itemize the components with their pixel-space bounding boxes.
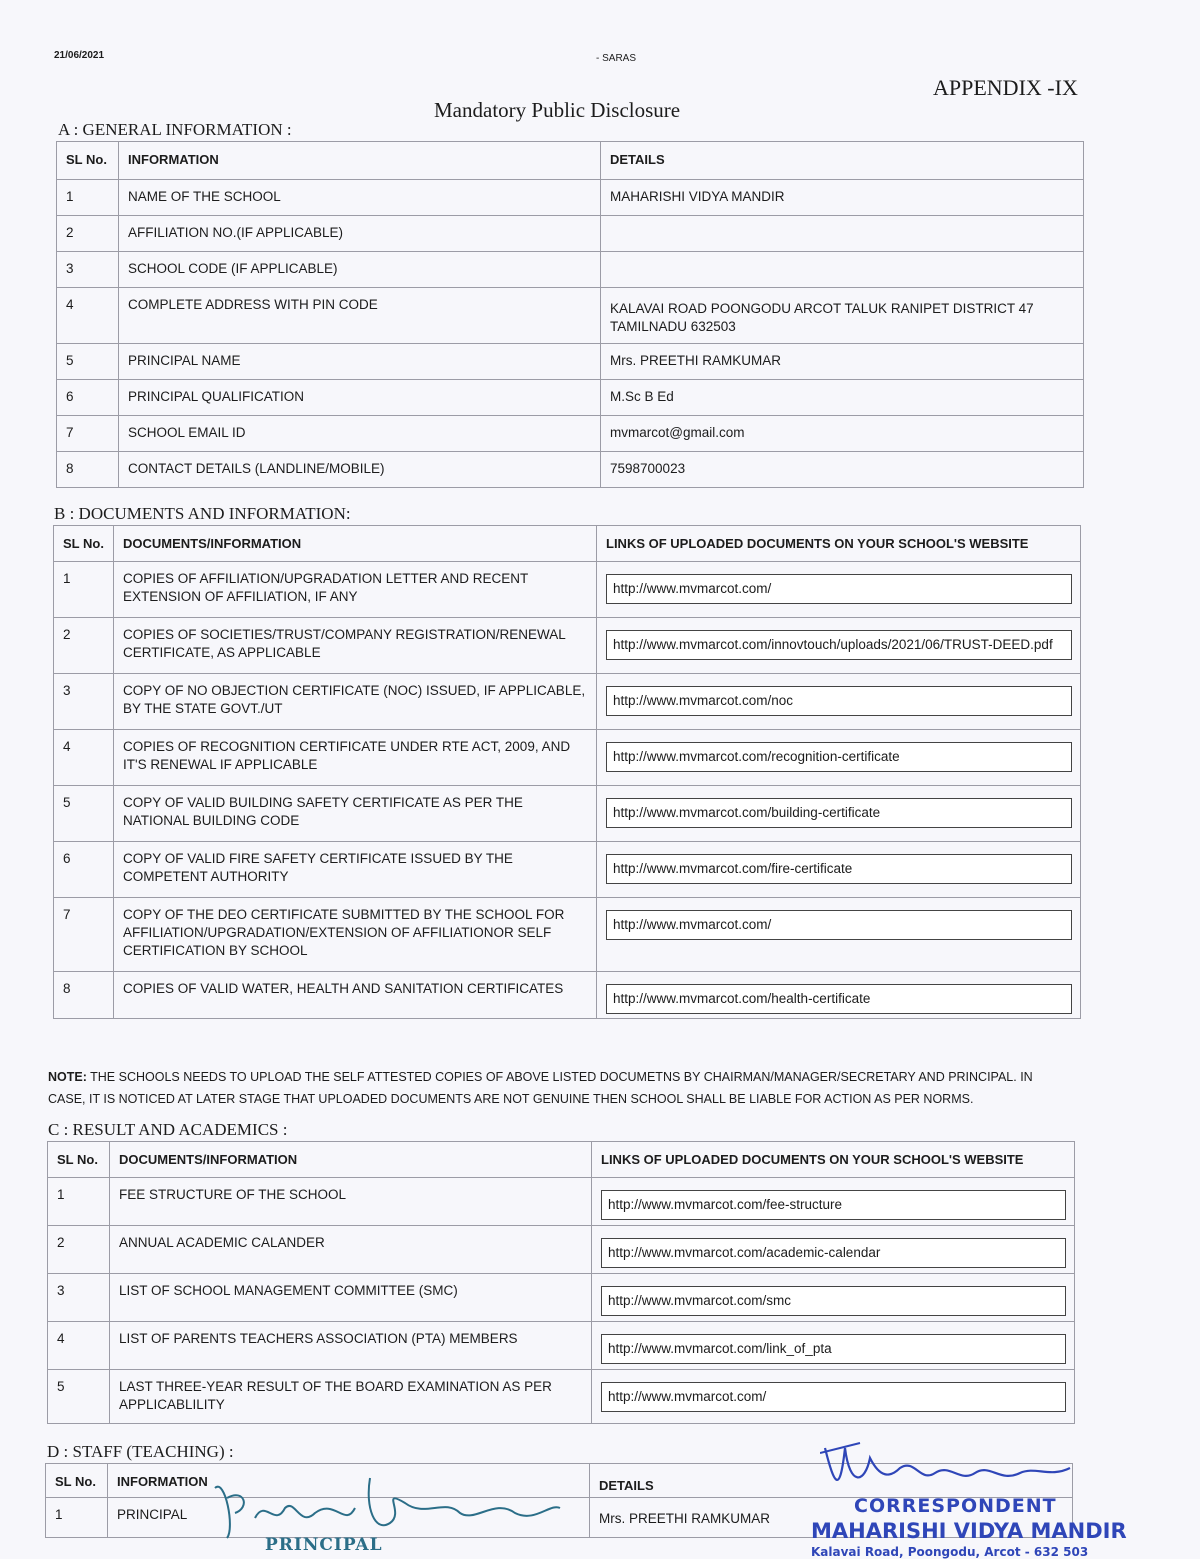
col-information: INFORMATION xyxy=(108,1464,590,1498)
info-cell: PRINCIPAL xyxy=(108,1498,590,1538)
sl-cell: 1 xyxy=(48,1178,110,1226)
sl-cell: 5 xyxy=(54,786,114,842)
link-cell xyxy=(597,898,1081,972)
sl-cell: 5 xyxy=(57,344,119,380)
table-row xyxy=(48,1370,1075,1424)
section-d-heading: D : STAFF (TEACHING) : xyxy=(47,1442,234,1461)
school-stamp: MAHARISHI VIDYA MANDIR xyxy=(811,1519,1127,1543)
document-link[interactable]: http://www.mvmarcot.com/academic-calendar xyxy=(601,1238,1066,1268)
appendix-label: APPENDIX -IX xyxy=(933,75,1078,100)
link-cell xyxy=(597,972,1081,1019)
doc-cell: ANNUAL ACADEMIC CALANDER xyxy=(110,1226,592,1274)
sl-cell: 7 xyxy=(54,898,114,972)
col-links: LINKS OF UPLOADED DOCUMENTS ON YOUR SCHOOL'S WEBSITE xyxy=(597,526,1081,562)
col-documents: DOCUMENTS/INFORMATION xyxy=(110,1142,592,1178)
table-row xyxy=(57,380,1084,416)
details-cell xyxy=(601,252,1084,288)
sl-cell: 2 xyxy=(57,216,119,252)
table-row xyxy=(57,416,1084,452)
sl-cell: 1 xyxy=(46,1498,108,1538)
table-row xyxy=(48,1274,1075,1322)
info-cell: NAME OF THE SCHOOL xyxy=(119,180,601,216)
info-cell: PRINCIPAL QUALIFICATION xyxy=(119,380,601,416)
document-link[interactable]: http://www.mvmarcot.com/fee-structure xyxy=(601,1190,1066,1220)
sl-cell: 8 xyxy=(57,452,119,488)
link-cell xyxy=(592,1370,1075,1424)
doc-cell: COPIES OF VALID WATER, HEALTH AND SANITATION CERTIFICATES xyxy=(114,972,597,1019)
doc-cell: LIST OF SCHOOL MANAGEMENT COMMITTEE (SMC) xyxy=(110,1274,592,1322)
documents-table xyxy=(53,525,1081,1019)
col-details: DETAILS xyxy=(590,1464,1073,1498)
details-cell: Mrs. PREETHI RAMKUMAR xyxy=(601,344,1084,380)
col-sl: SL No. xyxy=(46,1464,108,1498)
table-row xyxy=(54,842,1081,898)
print-date: 21/06/2021 xyxy=(54,50,105,61)
sl-cell: 2 xyxy=(54,618,114,674)
table-row xyxy=(57,344,1084,380)
link-cell xyxy=(597,786,1081,842)
link-cell xyxy=(597,730,1081,786)
info-cell: PRINCIPAL NAME xyxy=(119,344,601,380)
table-row xyxy=(54,674,1081,730)
table-row xyxy=(48,1178,1075,1226)
principal-signature xyxy=(205,1468,565,1548)
details-cell: MAHARISHI VIDYA MANDIR xyxy=(601,180,1084,216)
table-row xyxy=(54,618,1081,674)
document-link[interactable]: http://www.mvmarcot.com/smc xyxy=(601,1286,1066,1316)
document-link[interactable]: http://www.mvmarcot.com/building-certificate xyxy=(606,798,1072,828)
link-cell xyxy=(597,842,1081,898)
note-label: NOTE: xyxy=(48,1070,87,1084)
table-row xyxy=(48,1322,1075,1370)
sl-cell: 5 xyxy=(48,1370,110,1424)
details-cell xyxy=(601,216,1084,252)
link-cell xyxy=(592,1274,1075,1322)
link-cell xyxy=(597,618,1081,674)
sl-cell: 1 xyxy=(57,180,119,216)
info-cell: AFFILIATION NO.(IF APPLICABLE) xyxy=(119,216,601,252)
note-text: THE SCHOOLS NEEDS TO UPLOAD THE SELF ATTESTED COPIES OF ABOVE LISTED DOCUMETNS BY CHAIRMAN/MANAGER/SECRETARY AND PRINCIPAL. IN CASE, IT IS NOTICED AT LATER STAGE THAT UPLOADED DOCUMENTS ARE NOT GENUINE THEN SCHOOL SHALL BE LIABLE FOR ACTION AS PER NORMS. xyxy=(48,1070,1033,1106)
col-sl: SL No. xyxy=(48,1142,110,1178)
info-cell: CONTACT DETAILS (LANDLINE/MOBILE) xyxy=(119,452,601,488)
link-cell xyxy=(597,562,1081,618)
note-paragraph xyxy=(48,1066,1058,1110)
table-row xyxy=(57,180,1084,216)
document-link[interactable]: http://www.mvmarcot.com/fire-certificate xyxy=(606,854,1072,884)
col-documents: DOCUMENTS/INFORMATION xyxy=(114,526,597,562)
table-row xyxy=(57,216,1084,252)
section-a-rows xyxy=(57,180,1084,488)
doc-cell: COPIES OF AFFILIATION/UPGRADATION LETTER AND RECENT EXTENSION OF AFFILIATION, IF ANY xyxy=(114,562,597,618)
details-cell: Mrs. PREETHI RAMKUMAR xyxy=(590,1498,1073,1538)
correspondent-signature xyxy=(820,1438,1080,1498)
document-link[interactable]: http://www.mvmarcot.com/ xyxy=(606,574,1072,604)
link-cell xyxy=(592,1322,1075,1370)
document-link[interactable]: http://www.mvmarcot.com/ xyxy=(601,1382,1066,1412)
doc-cell: LAST THREE-YEAR RESULT OF THE BOARD EXAMINATION AS PER APPLICABLILITY xyxy=(110,1370,592,1424)
sl-cell: 7 xyxy=(57,416,119,452)
document-link[interactable]: http://www.mvmarcot.com/noc xyxy=(606,686,1072,716)
table-row xyxy=(48,1226,1075,1274)
col-details: DETAILS xyxy=(601,142,1084,180)
section-a-heading: A : GENERAL INFORMATION : xyxy=(58,120,292,139)
document-link[interactable]: http://www.mvmarcot.com/innovtouch/uploads/2021/06/TRUST-DEED.pdf xyxy=(606,630,1072,660)
info-cell: SCHOOL EMAIL ID xyxy=(119,416,601,452)
doc-cell: COPIES OF RECOGNITION CERTIFICATE UNDER RTE ACT, 2009, AND IT'S RENEWAL IF APPLICABLE xyxy=(114,730,597,786)
section-b-heading: B : DOCUMENTS AND INFORMATION: xyxy=(54,504,351,523)
sl-cell: 2 xyxy=(48,1226,110,1274)
doc-cell: COPY OF VALID BUILDING SAFETY CERTIFICATE AS PER THE NATIONAL BUILDING CODE xyxy=(114,786,597,842)
table-row xyxy=(54,730,1081,786)
sl-cell: 3 xyxy=(54,674,114,730)
academics-table xyxy=(47,1141,1075,1424)
sl-cell: 1 xyxy=(54,562,114,618)
link-cell xyxy=(597,674,1081,730)
section-c-heading: C : RESULT AND ACADEMICS : xyxy=(48,1120,288,1139)
sl-cell: 6 xyxy=(54,842,114,898)
sl-cell: 4 xyxy=(54,730,114,786)
source-label: - SARAS xyxy=(596,53,637,64)
details-cell: mvmarcot@gmail.com xyxy=(601,416,1084,452)
document-link[interactable]: http://www.mvmarcot.com/link_of_pta xyxy=(601,1334,1066,1364)
table-row xyxy=(54,562,1081,618)
sl-cell: 4 xyxy=(48,1322,110,1370)
document-link[interactable]: http://www.mvmarcot.com/health-certificate xyxy=(606,984,1072,1014)
link-cell xyxy=(592,1178,1075,1226)
sl-cell: 3 xyxy=(57,252,119,288)
details-cell: KALAVAI ROAD POONGODU ARCOT TALUK RANIPET DISTRICT 47 TAMILNADU 632503 xyxy=(601,288,1084,344)
doc-cell: COPY OF NO OBJECTION CERTIFICATE (NOC) ISSUED, IF APPLICABLE, BY THE STATE GOVT./UT xyxy=(114,674,597,730)
col-links: LINKS OF UPLOADED DOCUMENTS ON YOUR SCHOOL'S WEBSITE xyxy=(592,1142,1075,1178)
sl-cell: 4 xyxy=(57,288,119,344)
col-sl: SL No. xyxy=(54,526,114,562)
table-row xyxy=(54,972,1081,1019)
correspondent-stamp: CORRESPONDENT xyxy=(854,1495,1057,1517)
doc-cell: FEE STRUCTURE OF THE SCHOOL xyxy=(110,1178,592,1226)
stamp-address: Kalavai Road, Poongodu, Arcot - 632 503 xyxy=(811,1545,1089,1559)
doc-cell: COPIES OF SOCIETIES/TRUST/COMPANY REGISTRATION/RENEWAL CERTIFICATE, AS APPLICABLE xyxy=(114,618,597,674)
col-sl: SL No. xyxy=(57,142,119,180)
doc-cell: LIST OF PARENTS TEACHERS ASSOCIATION (PTA) MEMBERS xyxy=(110,1322,592,1370)
col-information: INFORMATION xyxy=(119,142,601,180)
sl-cell: 8 xyxy=(54,972,114,1019)
table-row xyxy=(57,252,1084,288)
general-information-table xyxy=(56,141,1084,488)
details-cell: 7598700023 xyxy=(601,452,1084,488)
document-link[interactable]: http://www.mvmarcot.com/recognition-certificate xyxy=(606,742,1072,772)
doc-cell: COPY OF VALID FIRE SAFETY CERTIFICATE ISSUED BY THE COMPETENT AUTHORITY xyxy=(114,842,597,898)
table-row xyxy=(57,452,1084,488)
info-cell: COMPLETE ADDRESS WITH PIN CODE xyxy=(119,288,601,344)
table-row xyxy=(54,898,1081,972)
sl-cell: 3 xyxy=(48,1274,110,1322)
doc-cell: COPY OF THE DEO CERTIFICATE SUBMITTED BY THE SCHOOL FOR AFFILIATION/UPGRADATION/EXTENSION OF AFFILIATIONOR SELF CERTIFICATION BY SCHOOL xyxy=(114,898,597,972)
info-cell: SCHOOL CODE (IF APPLICABLE) xyxy=(119,252,601,288)
sl-cell: 6 xyxy=(57,380,119,416)
document-link[interactable]: http://www.mvmarcot.com/ xyxy=(606,910,1072,940)
link-cell xyxy=(592,1226,1075,1274)
principal-stamp: PRINCIPAL xyxy=(265,1535,383,1555)
page-title: Mandatory Public Disclosure xyxy=(434,98,681,122)
table-row xyxy=(57,288,1084,344)
details-cell: M.Sc B Ed xyxy=(601,380,1084,416)
table-row xyxy=(54,786,1081,842)
